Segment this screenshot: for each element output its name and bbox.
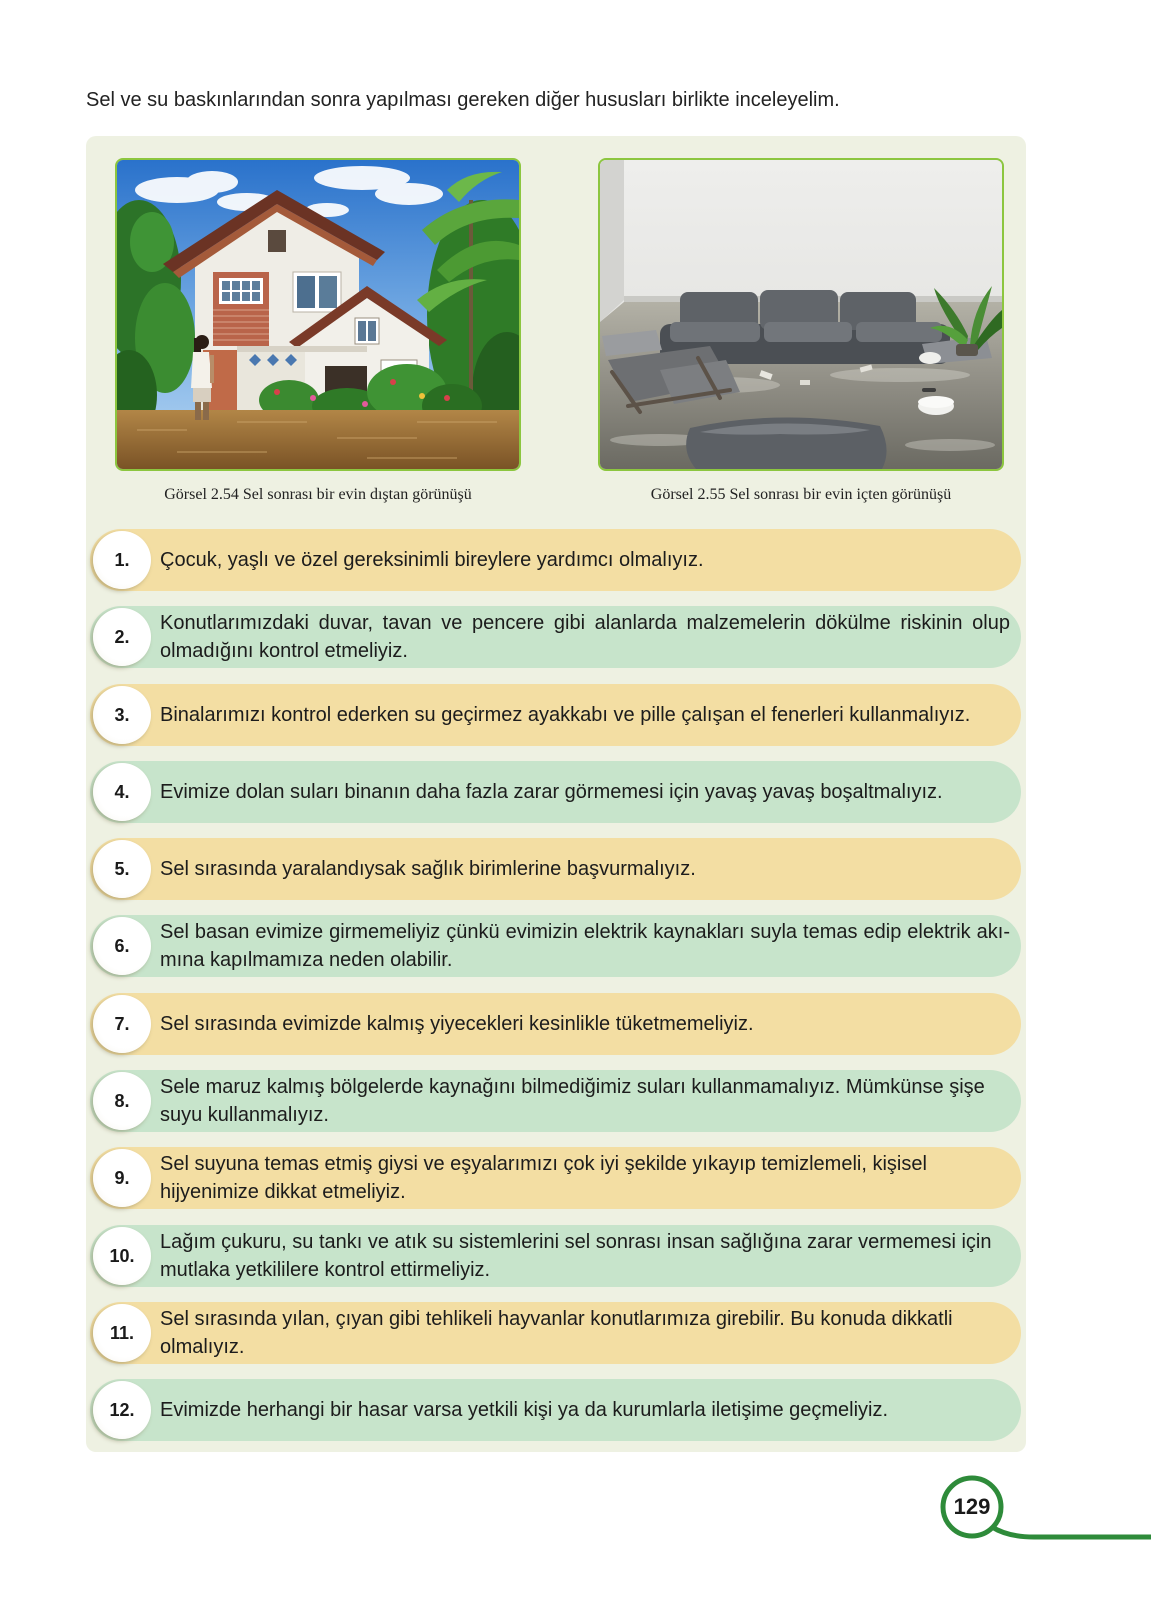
figure-house-exterior [115,158,521,471]
item-text-line: Konutlarımızdaki duvar, tavan ve pencere gibi alanlarda malzemelerin dökülme riskinin olup [160,612,1010,634]
intro-text: Sel ve su baskınlarından sonra yapılması gereken diğer hususları birlikte inceleyelim. [86,89,840,111]
list-item-8 [90,1070,1021,1132]
item-text-line: olmalıyız. [160,1336,245,1358]
item-number-badge: 3. [93,686,151,744]
list-item-1 [90,529,1021,591]
item-text-line: Binalarımızı kontrol ederken su geçirmez ayakkabı ve pille çalışan el fenerleri kullanmalıyız. [160,704,971,726]
floodwater [117,410,519,469]
item-text [160,606,1010,668]
list-item-10 [90,1225,1021,1287]
figure-caption: Görsel 2.54 Sel sonrası bir evin dıştan görünüşü [164,486,472,503]
item-number-badge: 7. [93,995,151,1053]
list-item-3 [90,684,1021,746]
list-item-9 [90,1147,1021,1209]
item-number-badge: 10. [93,1227,151,1285]
item-text [160,993,1010,1055]
list-item-7 [90,993,1021,1055]
item-number-badge: 4. [93,763,151,821]
item-number-badge: 5. [93,840,151,898]
item-text [160,1147,1010,1209]
floating-cushion [686,417,886,469]
item-text [160,1379,1010,1441]
item-text-line: Evimize dolan suları binanın daha fazla zarar görmemesi için yavaş yavaş boşaltmalıyız. [160,781,943,803]
item-text-line: mına kapılmamıza neden olabilir. [160,949,453,971]
item-number-badge: 8. [93,1072,151,1130]
item-text-line: hijyenimize dikkat etmeliyiz. [160,1181,406,1203]
figure-room-interior [598,158,1004,471]
list-item-2 [90,606,1021,668]
list-item-4 [90,761,1021,823]
item-text [160,1302,1010,1364]
item-text-line: suyu kullanmalıyız. [160,1104,329,1126]
item-text [160,684,1010,746]
item-number-badge: 11. [93,1304,151,1362]
item-number-badge: 2. [93,608,151,666]
list-item-12 [90,1379,1021,1441]
page-number: 129 [953,1494,991,1519]
item-text-line: Sel basan evimize girmemeliyiz çünkü evimizin elektrik kaynakları suyla temas edip elektrik akı- [160,921,1010,943]
item-text-line: Sel sırasında yaralandıysak sağlık birimlerine başvurmalıyız. [160,858,696,880]
item-text-line: mutlaka yetkililere kontrol ettirmeliyiz. [160,1259,491,1281]
item-text [160,915,1010,977]
item-text [160,1225,1010,1287]
flooded-room-photo [600,160,1002,469]
item-text [160,761,1010,823]
item-text [160,1070,1010,1132]
item-text-line: olmadığını kontrol etmeliyiz. [160,640,408,662]
list-item-6 [90,915,1021,977]
item-number-badge: 1. [93,531,151,589]
list-item-5 [90,838,1021,900]
item-text-line: Sele maruz kalmış bölgelerde kaynağını bilmediğimiz suları kullanmamalıyız. Mümkünse şişe [160,1076,985,1098]
item-number-badge: 6. [93,917,151,975]
item-text [160,529,1010,591]
item-text [160,838,1010,900]
flooded-house-photo [117,160,519,469]
item-text-line: Sel sırasında yılan, çıyan gibi tehlikeli hayvanlar konutlarımıza girebilir. Bu konuda dikkatli [160,1308,953,1330]
figure-caption: Görsel 2.55 Sel sonrası bir evin içten görünüşü [650,486,952,503]
item-text-line: Çocuk, yaşlı ve özel gereksinimli bireylere yardımcı olmalıyız. [160,549,704,571]
list-item-11 [90,1302,1021,1364]
item-number-badge: 9. [93,1149,151,1207]
item-text-line: Evimizde herhangi bir hasar varsa yetkili kişi ya da kurumlarla iletişime geçmeliyiz. [160,1399,889,1421]
item-text-line: Lağım çukuru, su tankı ve atık su sistemlerini sel sonrası insan sağlığına zarar vermemesi için [160,1231,992,1253]
item-text-line: Sel suyuna temas etmiş giysi ve eşyalarımızı çok iyi şekilde yıkayıp temizlemeli, kişisel [160,1153,927,1175]
item-number-badge: 12. [93,1381,151,1439]
item-text-line: Sel sırasında evimizde kalmış yiyecekleri kesinlikle tüketmemeliyiz. [160,1013,754,1035]
